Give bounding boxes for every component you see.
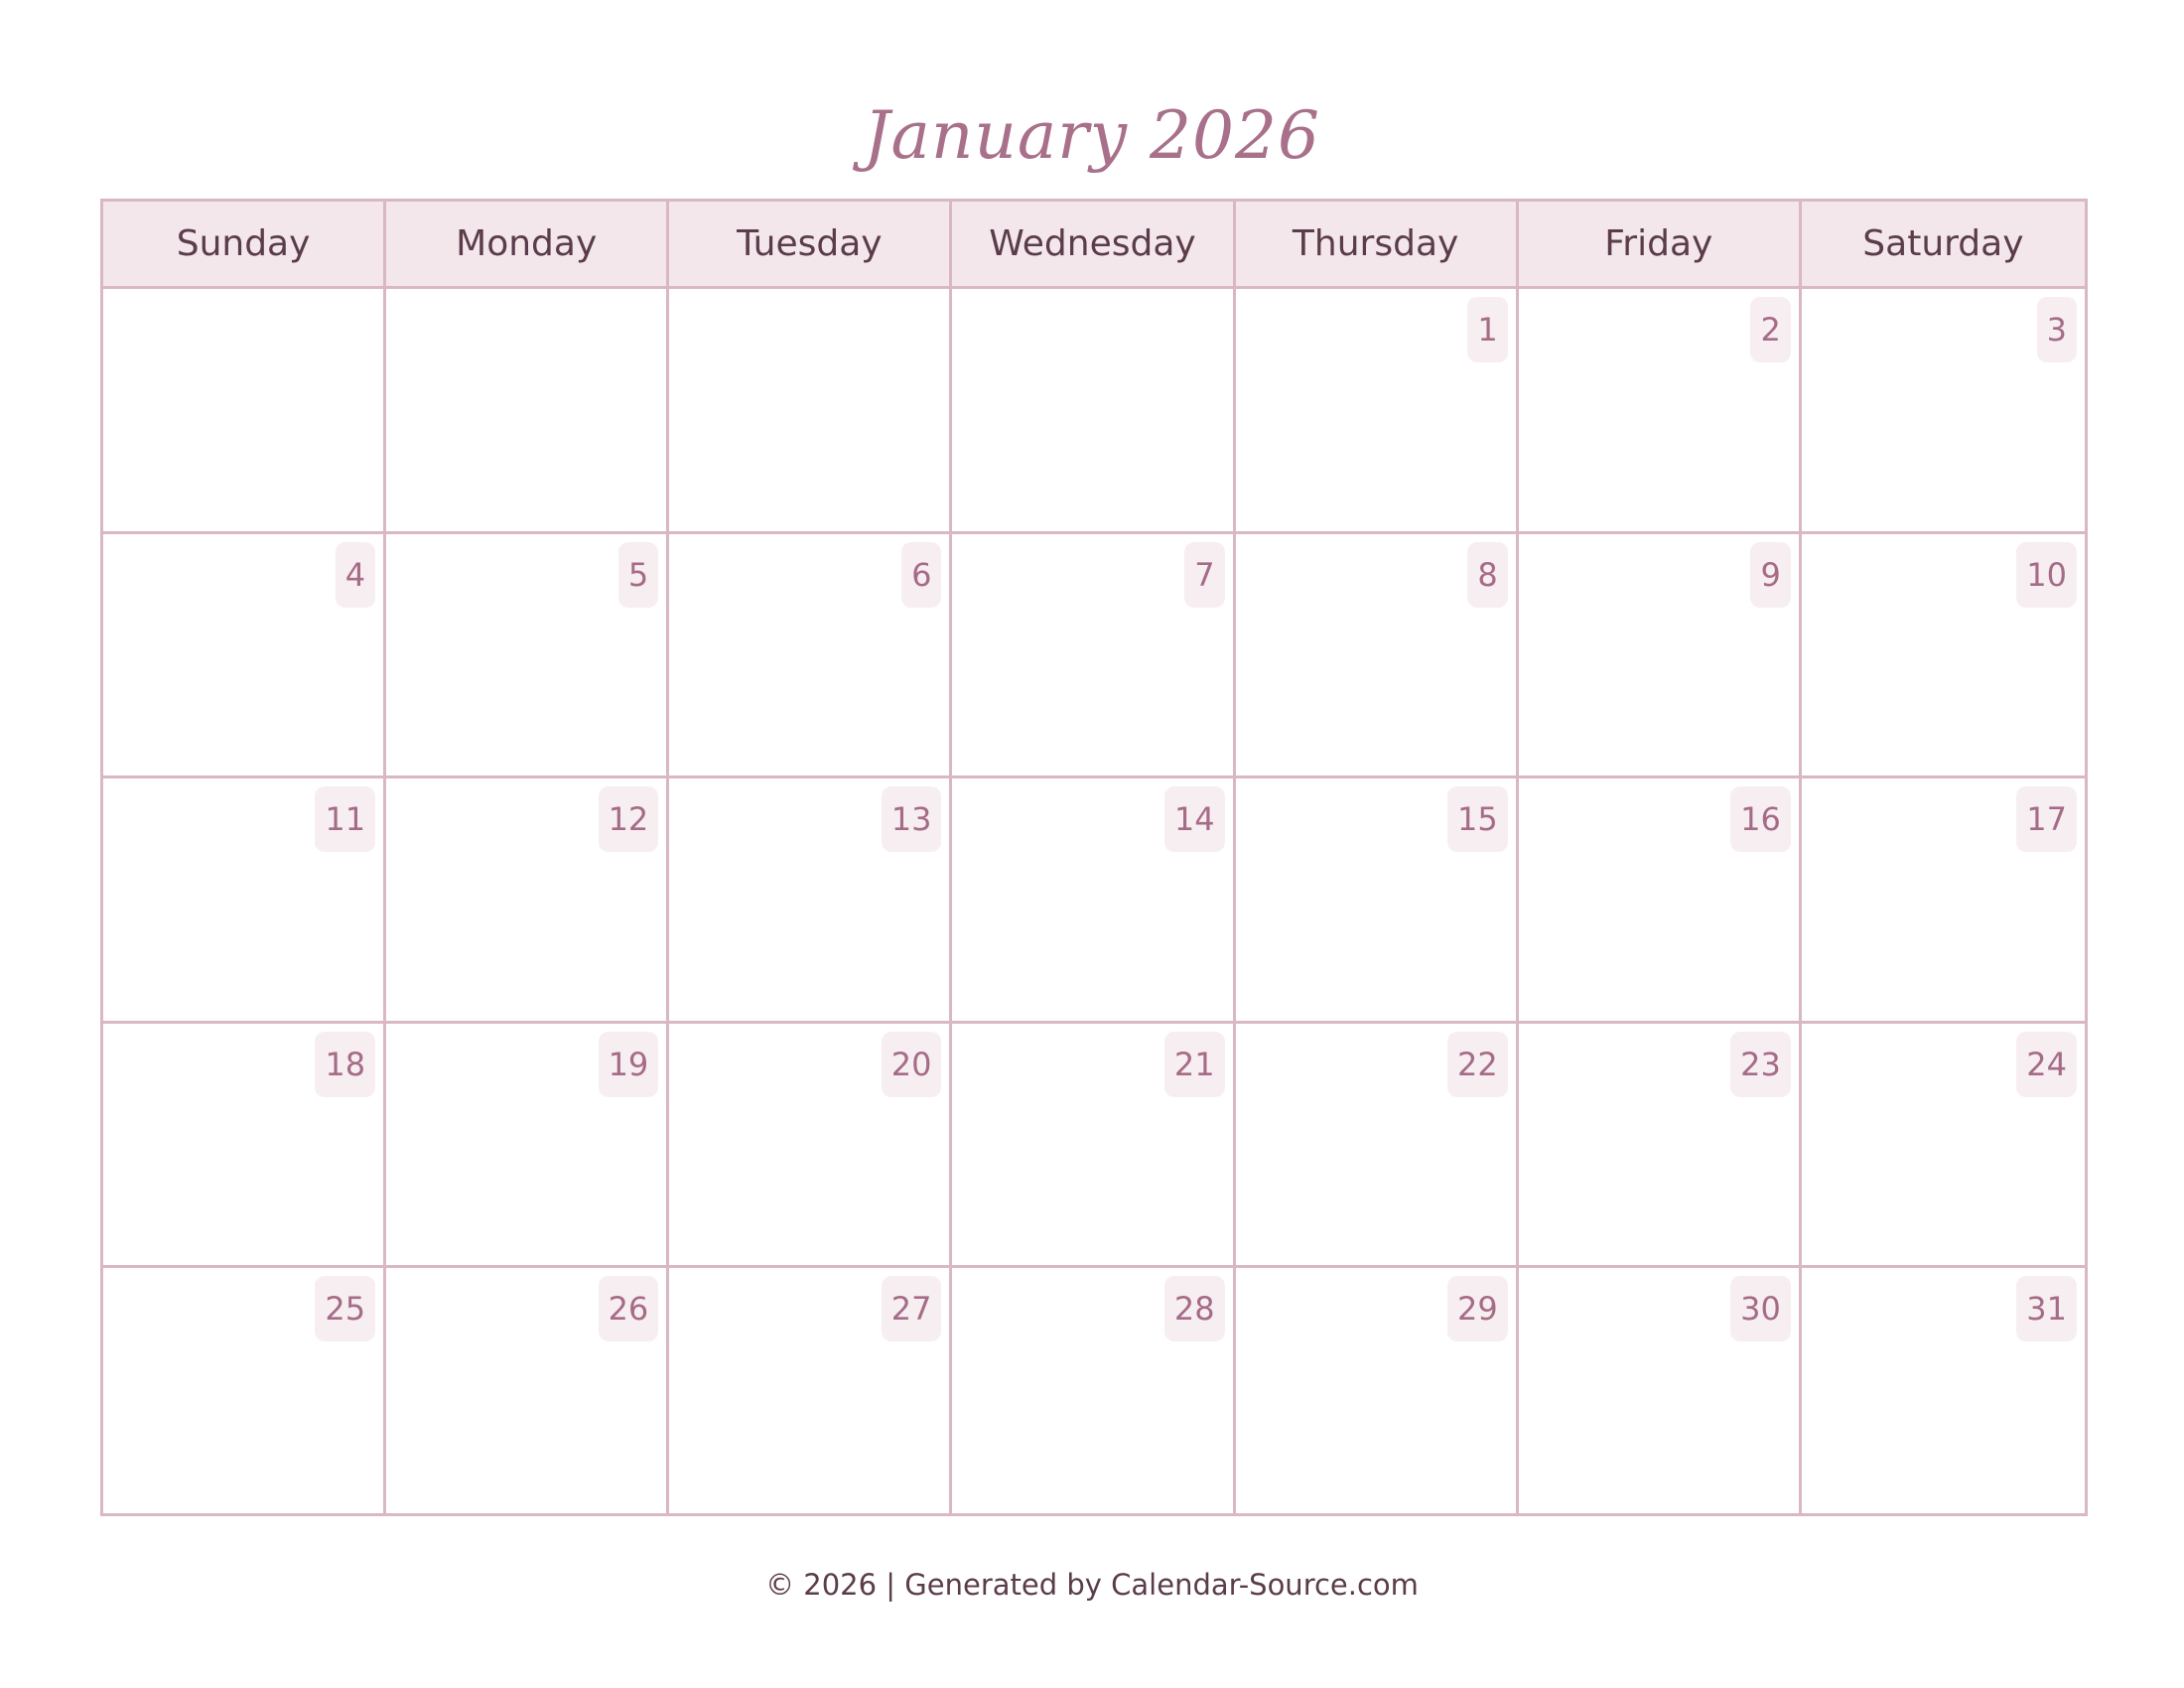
calendar-grid — [100, 199, 2088, 1516]
weekday-header-saturday: Saturday — [1802, 202, 2085, 289]
day-cell-22 — [1236, 1024, 1519, 1269]
day-number: 22 — [1447, 1032, 1508, 1097]
day-number: 18 — [315, 1032, 375, 1097]
calendar-title: January 2026 — [864, 97, 1320, 174]
day-number: 24 — [2016, 1032, 2077, 1097]
day-number: 3 — [2037, 297, 2077, 362]
weekday-header-friday: Friday — [1519, 202, 1802, 289]
day-number: 14 — [1164, 786, 1225, 852]
weekday-header-wednesday: Wednesday — [952, 202, 1235, 289]
day-cell-17 — [1802, 778, 2085, 1024]
day-number: 11 — [315, 786, 375, 852]
day-number: 20 — [882, 1032, 942, 1097]
day-cell-3 — [1802, 289, 2085, 534]
day-number: 21 — [1164, 1032, 1225, 1097]
day-cell-5 — [386, 534, 669, 779]
day-cell-30 — [1519, 1268, 1802, 1513]
weekday-header-monday: Monday — [386, 202, 669, 289]
day-cell-14 — [952, 778, 1235, 1024]
day-cell-26 — [386, 1268, 669, 1513]
day-cell-21 — [952, 1024, 1235, 1269]
day-number: 4 — [336, 542, 375, 608]
empty-day-cell — [952, 289, 1235, 534]
day-cell-16 — [1519, 778, 1802, 1024]
day-cell-4 — [103, 534, 386, 779]
weekday-header-sunday: Sunday — [103, 202, 386, 289]
day-number: 23 — [1730, 1032, 1791, 1097]
day-number: 13 — [882, 786, 942, 852]
day-cell-13 — [669, 778, 952, 1024]
day-cell-25 — [103, 1268, 386, 1513]
day-cell-12 — [386, 778, 669, 1024]
day-number: 28 — [1164, 1276, 1225, 1341]
day-number: 25 — [315, 1276, 375, 1341]
day-cell-20 — [669, 1024, 952, 1269]
day-cell-6 — [669, 534, 952, 779]
day-number: 17 — [2016, 786, 2077, 852]
weekday-header-tuesday: Tuesday — [669, 202, 952, 289]
day-cell-1 — [1236, 289, 1519, 534]
day-cell-15 — [1236, 778, 1519, 1024]
day-cell-18 — [103, 1024, 386, 1269]
day-number: 7 — [1184, 542, 1224, 608]
day-cell-11 — [103, 778, 386, 1024]
day-number: 27 — [882, 1276, 942, 1341]
empty-day-cell — [386, 289, 669, 534]
day-number: 19 — [599, 1032, 659, 1097]
day-number: 5 — [618, 542, 658, 608]
day-cell-31 — [1802, 1268, 2085, 1513]
empty-day-cell — [669, 289, 952, 534]
day-number: 15 — [1447, 786, 1508, 852]
day-cell-19 — [386, 1024, 669, 1269]
day-cell-9 — [1519, 534, 1802, 779]
day-number: 16 — [1730, 786, 1791, 852]
day-number: 26 — [599, 1276, 659, 1341]
day-cell-28 — [952, 1268, 1235, 1513]
day-number: 12 — [599, 786, 659, 852]
footer-credit: © 2026 | Generated by Calendar-Source.com — [765, 1568, 1419, 1602]
day-cell-27 — [669, 1268, 952, 1513]
day-cell-7 — [952, 534, 1235, 779]
day-cell-23 — [1519, 1024, 1802, 1269]
day-cell-8 — [1236, 534, 1519, 779]
weekday-header-thursday: Thursday — [1236, 202, 1519, 289]
day-number: 8 — [1467, 542, 1507, 608]
day-number: 31 — [2016, 1276, 2077, 1341]
day-number: 9 — [1750, 542, 1790, 608]
day-number: 2 — [1750, 297, 1790, 362]
day-number: 1 — [1467, 297, 1507, 362]
day-number: 30 — [1730, 1276, 1791, 1341]
day-number: 10 — [2016, 542, 2077, 608]
day-cell-10 — [1802, 534, 2085, 779]
day-cell-24 — [1802, 1024, 2085, 1269]
day-cell-29 — [1236, 1268, 1519, 1513]
empty-day-cell — [103, 289, 386, 534]
day-number: 29 — [1447, 1276, 1508, 1341]
day-number: 6 — [901, 542, 941, 608]
day-cell-2 — [1519, 289, 1802, 534]
